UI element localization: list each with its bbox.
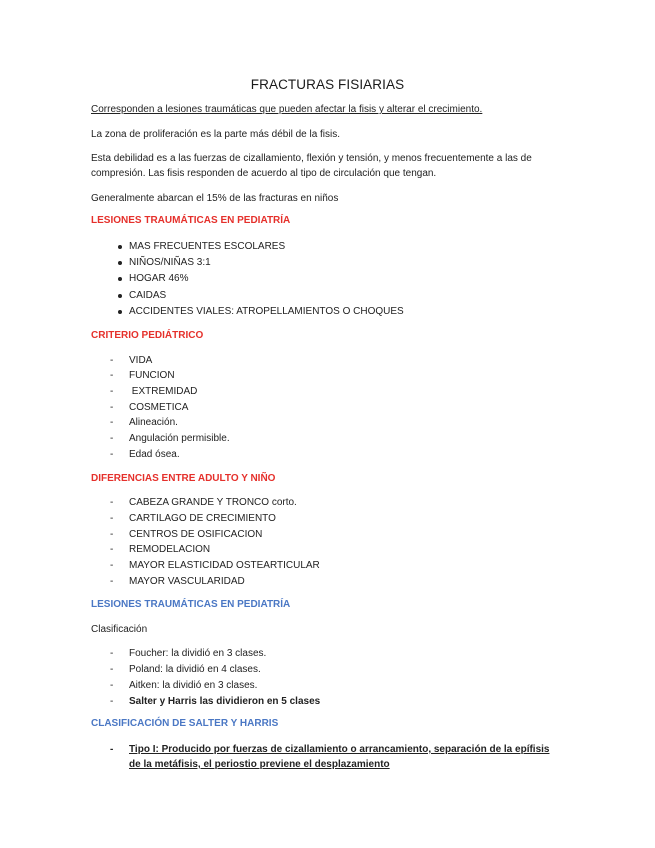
dash-marker: - — [110, 664, 114, 675]
section-heading-salter-harris: CLASIFICACIÓN DE SALTER Y HARRIS — [91, 718, 279, 729]
document-page: FRACTURAS FISIARIAS Corresponden a lesiones traumáticas que pueden afectar la fisis y alterar el crecimiento. La zona de proliferación es la parte más débil de la fisis. Esta debilidad es a las fuerzas de cizallamiento, flexión y tensión, y menos frecuentemente a las de compresión. Las fisis responden de acuerdo al tipo de circulación que tengan. Generalmente abarcan el 15% de las fracturas en niños LESIONES TRAUMÁTICAS EN PEDIATRÍA MAS FRECUENTES ESCOLARES NIÑOS/NIÑAS 3:1 HOGAR 46% CAIDAS ACCIDENTES VIALES: ATROPELLAMIENTOS O CHOQUES CRITERIO PEDIÁTRICO - VIDA - FUNCION - EXTREMIDAD - COSMETICA - Alineación. - Angulación permisible. - Edad ósea. DIFERENCIAS ENTRE ADULTO Y NIÑO - CABEZA GRANDE Y TRONCO corto. - CARTILAGO DE CRECIMIENTO - CENTROS DE OSIFICACION - REMODELACION - MAYOR ELASTICIDAD OSTEARTICULAR - MAYOR VASCULARIDAD LESIONES TRAUMÁTICAS EN PEDIATRÍA Clasificación - Foucher: la dividió en 3 clases. - Poland: la dividió en 4 clases. - Aitken: la dividió en 3 clases. - Salter y Harris las dividieron en 5 clases CLASIFICACIÓN DE SALTER Y HARRIS - Tipo I: Producido por fuerzas de cizallamiento o arrancamiento, separación de la epífisis de la metáfisis, el periostio previene el desplazamiento — [0, 0, 655, 848]
bullet-icon — [118, 245, 122, 249]
dash-marker: - — [110, 648, 114, 659]
dash-marker: - — [110, 402, 114, 413]
dash-marker: - — [110, 529, 114, 540]
section-heading-criterio: CRITERIO PEDIÁTRICO — [91, 330, 204, 341]
dash-marker: - — [110, 386, 114, 397]
dash-marker: - — [110, 576, 114, 587]
intro-line-4: Generalmente abarcan el 15% de las fracturas en niños — [91, 193, 339, 204]
bullet-icon — [118, 277, 122, 281]
dash-marker: - — [110, 449, 114, 460]
dash-marker: - — [110, 355, 114, 366]
dash-marker: - — [110, 370, 114, 381]
bullet-icon — [118, 310, 122, 314]
section-heading-lesiones-clasificacion: LESIONES TRAUMÁTICAS EN PEDIATRÍA — [91, 599, 291, 610]
intro-line-3b: compresión. Las fisis responden de acuerdo al tipo de circulación que tengan. — [91, 168, 437, 179]
bullet-icon — [118, 294, 122, 298]
dash-marker: - — [110, 544, 114, 555]
dash-marker: - — [110, 744, 114, 755]
intro-line-1: Corresponden a lesiones traumáticas que pueden afectar la fisis y alterar el crecimiento. — [91, 104, 483, 115]
dash-marker: - — [110, 513, 114, 524]
section-heading-lesiones: LESIONES TRAUMÁTICAS EN PEDIATRÍA — [91, 215, 291, 226]
dash-marker: - — [110, 680, 114, 691]
intro-line-2: La zona de proliferación es la parte más débil de la fisis. — [91, 129, 341, 140]
dash-marker: - — [110, 696, 114, 707]
bullet-icon — [118, 261, 122, 265]
dash-marker: - — [110, 433, 114, 444]
dash-marker: - — [110, 560, 114, 571]
section-heading-diferencias: DIFERENCIAS ENTRE ADULTO Y NIÑO — [91, 473, 276, 484]
intro-line-3a: Esta debilidad es a las fuerzas de cizallamiento, flexión y tensión, y menos frecuentemente a las de — [91, 153, 532, 164]
document-title: FRACTURAS FISIARIAS — [250, 77, 405, 92]
section-subtitle: Clasificación — [91, 624, 148, 635]
dash-marker: - — [110, 497, 114, 508]
dash-marker: - — [110, 417, 114, 428]
